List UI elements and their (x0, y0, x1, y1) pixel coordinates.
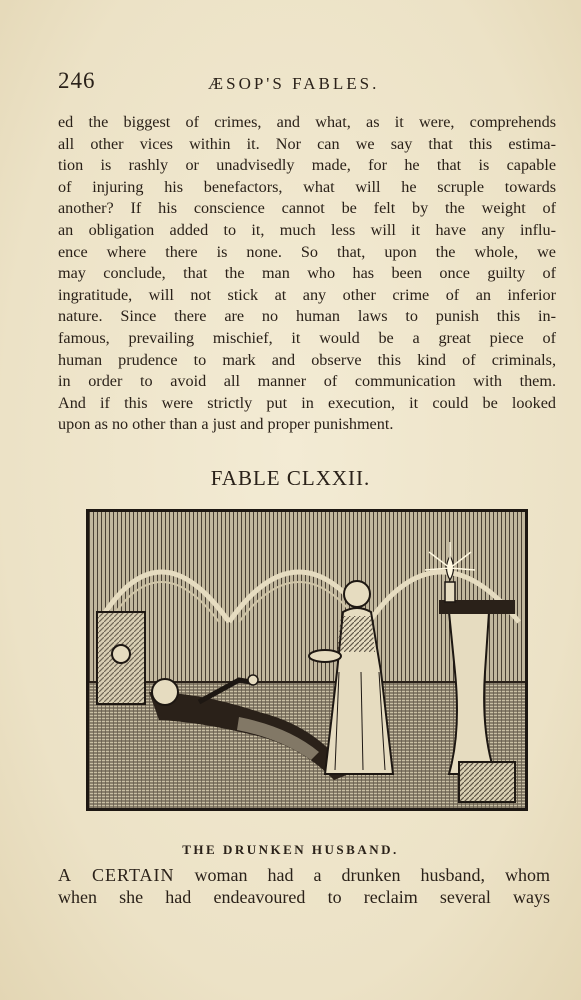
fable-text (58, 864, 550, 908)
text-line: tion is rashly or unadvisedly made, for he that is capable (58, 156, 556, 175)
text-line: may conclude, that the man who has been once guilty of (58, 264, 556, 283)
opening-words: A CERTAIN (58, 865, 175, 885)
text-line: famous, prevailing mischief, it would be a great piece of (58, 328, 556, 347)
woodcut-drawing (89, 512, 525, 808)
text-line: ingratitude, will not stick at any other crime of an inferior (58, 285, 556, 304)
text-line: And if this were strictly put in execution, it could be looked (58, 393, 556, 412)
text-line: upon as no other than a just and proper punishment. (58, 415, 394, 434)
text-line: ed the biggest of crimes, and what, as it were, comprehends (58, 113, 556, 131)
fable-title: FABLE CLXXII. (210, 466, 371, 490)
illustration-caption: THE DRUNKEN HUSBAND. (182, 842, 399, 857)
body-paragraph (58, 112, 556, 436)
text-line: of injuring his benefactors, what will he scruple towards (58, 177, 556, 196)
text-line: in order to avoid all manner of communication with them. (58, 372, 556, 391)
page-number: 246 (58, 68, 96, 93)
woodcut-illustration (86, 509, 528, 811)
text-line: another? If his conscience cannot be felt by the weight of (58, 199, 556, 218)
text-line: all other vices within it. Nor can we say that this estima- (58, 134, 556, 153)
text-line: ence where there is none. So that, upon the whole, we (58, 242, 556, 261)
text-line: when she had endeavoured to reclaim several ways (58, 887, 550, 907)
text-line: an obligation added to it, much less will it have any influ- (58, 220, 556, 239)
running-head (58, 68, 553, 98)
text-line: human prudence to mark and observe this kind of criminals, (58, 350, 556, 369)
running-title: ÆSOP'S FABLES. (208, 74, 380, 93)
text-line (58, 864, 550, 886)
text-line: nature. Since there are no human laws to punish this in- (58, 307, 556, 326)
line-remainder: woman had a drunken husband, whom (174, 865, 550, 885)
